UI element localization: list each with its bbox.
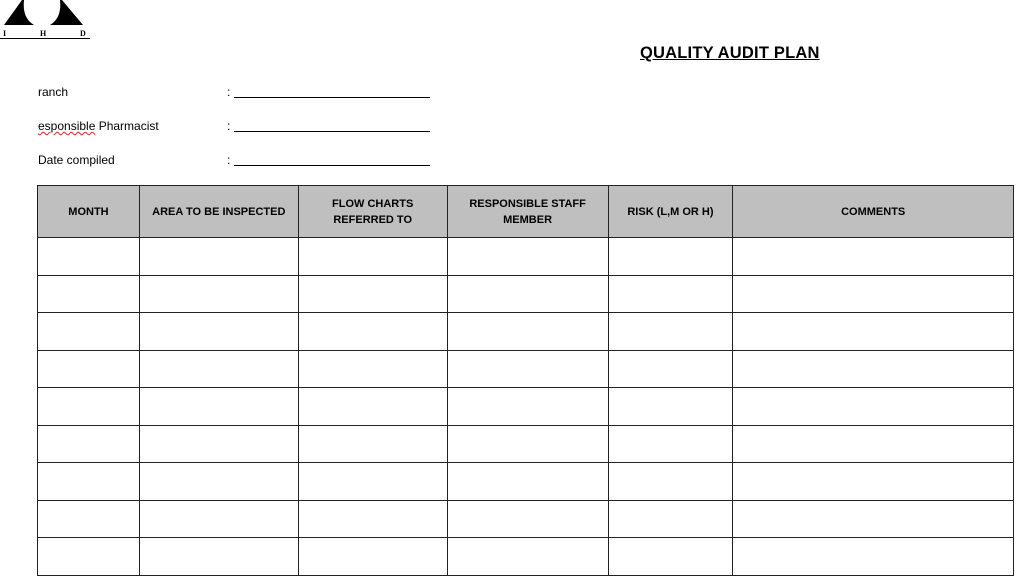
- ihd-logo: [0, 0, 95, 40]
- table-cell[interactable]: [298, 538, 447, 576]
- label-rest: Pharmacist: [95, 119, 159, 133]
- table-cell[interactable]: [608, 500, 733, 538]
- table-cell[interactable]: [38, 500, 140, 538]
- col-risk: RISK (L,M OR H): [608, 186, 733, 238]
- misspelled-word: esponsible: [38, 119, 96, 133]
- table-cell[interactable]: [139, 275, 298, 313]
- table-cell[interactable]: [733, 425, 1014, 463]
- table-cell[interactable]: [139, 500, 298, 538]
- audit-plan-table: [37, 185, 1014, 576]
- table-cell[interactable]: [733, 313, 1014, 351]
- pharmacist-input-line[interactable]: [234, 131, 430, 132]
- table-cell[interactable]: [298, 313, 447, 351]
- col-responsible-staff: RESPONSIBLE STAFF MEMBER: [447, 186, 608, 238]
- table-cell[interactable]: [38, 275, 140, 313]
- table-row: [38, 538, 1014, 576]
- table-cell[interactable]: [38, 313, 140, 351]
- table-cell[interactable]: [608, 313, 733, 351]
- table-cell[interactable]: [447, 425, 608, 463]
- table-cell[interactable]: [298, 500, 447, 538]
- table-cell[interactable]: [139, 463, 298, 501]
- svg-text:I: I: [3, 29, 7, 38]
- table-cell[interactable]: [139, 350, 298, 388]
- table-cell[interactable]: [608, 463, 733, 501]
- colon: :: [227, 119, 231, 133]
- table-row: [38, 425, 1014, 463]
- table-cell[interactable]: [447, 463, 608, 501]
- date-input-line[interactable]: [234, 165, 430, 166]
- table-cell[interactable]: [608, 538, 733, 576]
- table-cell[interactable]: [733, 350, 1014, 388]
- table-cell[interactable]: [447, 500, 608, 538]
- table-cell[interactable]: [447, 275, 608, 313]
- table-row: [38, 350, 1014, 388]
- colon: :: [227, 85, 231, 99]
- table-cell[interactable]: [38, 388, 140, 426]
- table-cell[interactable]: [139, 388, 298, 426]
- svg-text:D: D: [80, 29, 86, 38]
- table-cell[interactable]: [298, 238, 447, 276]
- table-cell[interactable]: [733, 238, 1014, 276]
- table-cell[interactable]: [608, 388, 733, 426]
- table-cell[interactable]: [38, 425, 140, 463]
- col-comments: COMMENTS: [733, 186, 1014, 238]
- table-cell[interactable]: [38, 463, 140, 501]
- table-cell[interactable]: [38, 350, 140, 388]
- colon: :: [227, 153, 231, 167]
- table-cell[interactable]: [139, 313, 298, 351]
- table-cell[interactable]: [447, 313, 608, 351]
- table-cell[interactable]: [447, 538, 608, 576]
- table-cell[interactable]: [733, 500, 1014, 538]
- svg-text:H: H: [40, 29, 47, 38]
- table-cell[interactable]: [608, 425, 733, 463]
- table-cell[interactable]: [733, 463, 1014, 501]
- table-row: [38, 238, 1014, 276]
- table-cell[interactable]: [608, 238, 733, 276]
- table-cell[interactable]: [139, 425, 298, 463]
- table-cell[interactable]: [733, 388, 1014, 426]
- pharmacist-label: [38, 119, 159, 133]
- table-cell[interactable]: [733, 538, 1014, 576]
- page-title: QUALITY AUDIT PLAN: [640, 44, 820, 62]
- table-header-row: [38, 186, 1014, 238]
- table-cell[interactable]: [608, 350, 733, 388]
- table-row: [38, 313, 1014, 351]
- table-cell[interactable]: [38, 538, 140, 576]
- date-label: Date compiled: [38, 153, 115, 167]
- table-row: [38, 500, 1014, 538]
- table-cell[interactable]: [298, 463, 447, 501]
- table-cell[interactable]: [733, 275, 1014, 313]
- table-row: [38, 275, 1014, 313]
- table-cell[interactable]: [139, 238, 298, 276]
- table-cell[interactable]: [447, 350, 608, 388]
- table-cell[interactable]: [298, 388, 447, 426]
- table-cell[interactable]: [139, 538, 298, 576]
- table-cell[interactable]: [38, 238, 140, 276]
- col-flow-charts: FLOW CHARTS REFERRED TO: [298, 186, 447, 238]
- branch-input-line[interactable]: [234, 97, 430, 98]
- table-cell[interactable]: [447, 238, 608, 276]
- table-cell[interactable]: [447, 388, 608, 426]
- col-area: AREA TO BE INSPECTED: [139, 186, 298, 238]
- table-row: [38, 463, 1014, 501]
- table-cell[interactable]: [298, 350, 447, 388]
- table-cell[interactable]: [298, 275, 447, 313]
- branch-label: ranch: [38, 85, 69, 99]
- col-month: MONTH: [38, 186, 140, 238]
- table-cell[interactable]: [608, 275, 733, 313]
- table-cell[interactable]: [298, 425, 447, 463]
- table-row: [38, 388, 1014, 426]
